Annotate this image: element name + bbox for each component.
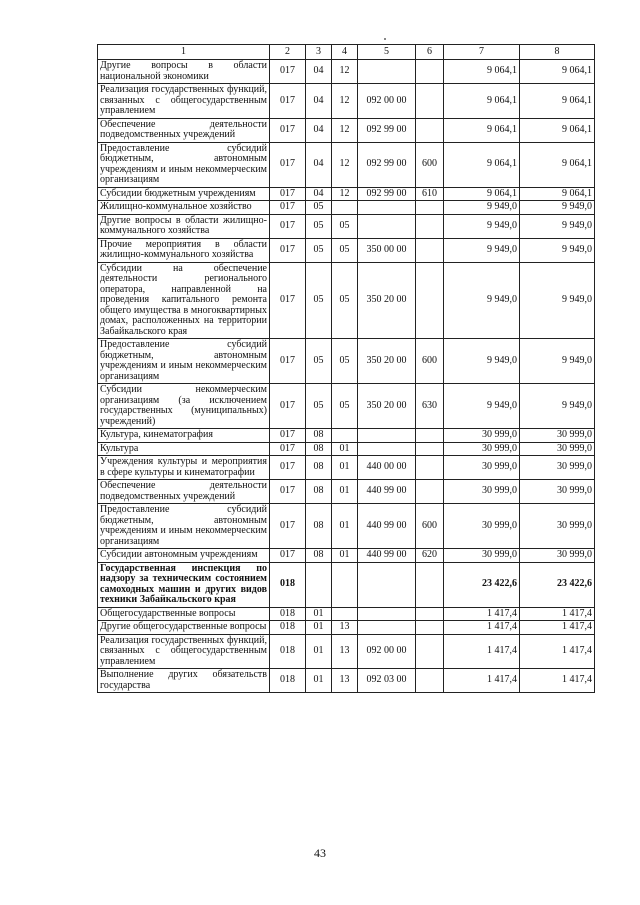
cell-ministry-code: 017 <box>270 429 306 443</box>
table-row <box>98 201 595 215</box>
cell-amount-2015: 9 949,0 <box>520 262 595 339</box>
cell-amount-2014: 30 999,0 <box>444 456 520 480</box>
cell-target-item: 350 20 00 <box>358 339 416 384</box>
cell-subsection: 13 <box>332 621 358 635</box>
cell-subsection: 01 <box>332 549 358 563</box>
cell-section: 04 <box>306 187 332 201</box>
cell-amount-2014: 1 417,4 <box>444 607 520 621</box>
cell-section: 05 <box>306 339 332 384</box>
cell-amount-2015: 1 417,4 <box>520 669 595 693</box>
table-row <box>98 262 595 339</box>
cell-ministry-code: 017 <box>270 60 306 84</box>
cell-amount-2015: 30 999,0 <box>520 429 595 443</box>
cell-section: 08 <box>306 442 332 456</box>
cell-amount-2014: 9 949,0 <box>444 201 520 215</box>
cell-section: 05 <box>306 214 332 238</box>
row-name: Другие общегосударственные вопросы <box>98 621 270 635</box>
cell-ministry-code: 017 <box>270 456 306 480</box>
cell-amount-2014: 9 949,0 <box>444 214 520 238</box>
table-row <box>98 142 595 187</box>
cell-ministry-code: 017 <box>270 339 306 384</box>
cell-ministry-code: 018 <box>270 562 306 607</box>
cell-target-item <box>358 429 416 443</box>
row-name: Обеспечение деятельности подведомственных учреждений <box>98 118 270 142</box>
cell-ministry-code: 018 <box>270 634 306 669</box>
cell-amount-2014: 30 999,0 <box>444 549 520 563</box>
cell-amount-2015: 1 417,4 <box>520 621 595 635</box>
row-name: Учреждения культуры и мероприятия в сфере культуры и кинематографии <box>98 456 270 480</box>
cell-subsection <box>332 607 358 621</box>
cell-expense-type <box>416 118 444 142</box>
row-name: Прочие мероприятия в области жилищно-коммунального хозяйства <box>98 238 270 262</box>
cell-amount-2015: 23 422,6 <box>520 562 595 607</box>
row-name: Обеспечение деятельности подведомственных учреждений <box>98 480 270 504</box>
cell-target-item: 350 20 00 <box>358 384 416 429</box>
cell-section: 04 <box>306 84 332 119</box>
cell-expense-type <box>416 480 444 504</box>
row-name: Предоставление субсидий бюджетным, автономным учреждениям и иным некоммерческим организациям <box>98 339 270 384</box>
cell-subsection: 12 <box>332 187 358 201</box>
cell-subsection: 13 <box>332 669 358 693</box>
cell-ministry-code: 017 <box>270 384 306 429</box>
cell-amount-2014: 9 949,0 <box>444 384 520 429</box>
cell-subsection: 05 <box>332 339 358 384</box>
table-row <box>98 607 595 621</box>
cell-amount-2014: 23 422,6 <box>444 562 520 607</box>
cell-amount-2014: 1 417,4 <box>444 669 520 693</box>
cell-amount-2015: 9 064,1 <box>520 84 595 119</box>
cell-ministry-code: 018 <box>270 669 306 693</box>
cell-subsection: 12 <box>332 84 358 119</box>
cell-expense-type <box>416 607 444 621</box>
cell-amount-2014: 9 064,1 <box>444 60 520 84</box>
row-name: Государственная инспекция по надзору за техническим состоянием самоходных машин и других видов техники Забайкальского края <box>98 562 270 607</box>
cell-expense-type <box>416 201 444 215</box>
cell-target-item: 440 99 00 <box>358 549 416 563</box>
cell-amount-2015: 1 417,4 <box>520 634 595 669</box>
cell-target-item <box>358 562 416 607</box>
cell-amount-2015: 30 999,0 <box>520 456 595 480</box>
row-name: Субсидии автономным учреждениям <box>98 549 270 563</box>
column-header: 3 <box>306 45 332 60</box>
cell-section: 01 <box>306 634 332 669</box>
cell-section: 08 <box>306 429 332 443</box>
cell-target-item: 440 99 00 <box>358 504 416 549</box>
cell-amount-2015: 9 064,1 <box>520 118 595 142</box>
cell-amount-2014: 30 999,0 <box>444 429 520 443</box>
row-name: Другие вопросы в области жилищно-коммунального хозяйства <box>98 214 270 238</box>
cell-subsection: 05 <box>332 262 358 339</box>
cell-subsection: 13 <box>332 634 358 669</box>
cell-ministry-code: 017 <box>270 442 306 456</box>
cell-target-item: 440 99 00 <box>358 480 416 504</box>
cell-section: 04 <box>306 142 332 187</box>
cell-section: 05 <box>306 262 332 339</box>
cell-amount-2014: 9 064,1 <box>444 118 520 142</box>
row-name: Предоставление субсидий бюджетным, автономным учреждениям и иным некоммерческим организациям <box>98 142 270 187</box>
cell-amount-2015: 1 417,4 <box>520 607 595 621</box>
cell-target-item: 092 00 00 <box>358 84 416 119</box>
cell-ministry-code: 017 <box>270 262 306 339</box>
cell-expense-type <box>416 238 444 262</box>
cell-expense-type <box>416 262 444 339</box>
cell-target-item <box>358 607 416 621</box>
cell-section: 04 <box>306 60 332 84</box>
cell-subsection: 05 <box>332 238 358 262</box>
cell-expense-type <box>416 214 444 238</box>
cell-expense-type: 600 <box>416 142 444 187</box>
cell-expense-type: 610 <box>416 187 444 201</box>
column-header: 1 <box>98 45 270 60</box>
cell-amount-2014: 1 417,4 <box>444 621 520 635</box>
cell-amount-2015: 9 949,0 <box>520 384 595 429</box>
cell-expense-type <box>416 634 444 669</box>
row-name: Субсидии на обеспечение деятельности регионального оператора, направленной на проведения капитального ремонта общего имущества в многоквартирных домах, расположенных на территории Забайкальского края <box>98 262 270 339</box>
row-name: Культура <box>98 442 270 456</box>
cell-target-item: 350 20 00 <box>358 262 416 339</box>
cell-target-item: 092 03 00 <box>358 669 416 693</box>
row-name: Общегосударственные вопросы <box>98 607 270 621</box>
cell-subsection: 12 <box>332 142 358 187</box>
cell-expense-type <box>416 562 444 607</box>
row-name: Жилищно-коммунальное хозяйство <box>98 201 270 215</box>
cell-ministry-code: 017 <box>270 214 306 238</box>
column-header: 6 <box>416 45 444 60</box>
cell-target-item <box>358 214 416 238</box>
cell-subsection: 05 <box>332 214 358 238</box>
cell-amount-2014: 1 417,4 <box>444 634 520 669</box>
cell-section <box>306 562 332 607</box>
cell-amount-2014: 9 064,1 <box>444 142 520 187</box>
cell-amount-2014: 30 999,0 <box>444 480 520 504</box>
cell-target-item: 092 99 00 <box>358 118 416 142</box>
cell-amount-2015: 9 949,0 <box>520 201 595 215</box>
column-header: 2 <box>270 45 306 60</box>
cell-amount-2015: 30 999,0 <box>520 480 595 504</box>
cell-section: 08 <box>306 480 332 504</box>
table-row <box>98 442 595 456</box>
cell-amount-2015: 30 999,0 <box>520 442 595 456</box>
table-row <box>98 480 595 504</box>
cell-expense-type: 600 <box>416 504 444 549</box>
row-name: Выполнение других обязательств государства <box>98 669 270 693</box>
scan-mark <box>384 38 386 40</box>
cell-expense-type: 620 <box>416 549 444 563</box>
cell-ministry-code: 017 <box>270 118 306 142</box>
cell-section: 08 <box>306 456 332 480</box>
cell-amount-2014: 9 949,0 <box>444 238 520 262</box>
cell-subsection <box>332 429 358 443</box>
table-row <box>98 456 595 480</box>
cell-section: 05 <box>306 201 332 215</box>
cell-ministry-code: 017 <box>270 480 306 504</box>
table-row <box>98 384 595 429</box>
cell-section: 08 <box>306 549 332 563</box>
cell-expense-type <box>416 669 444 693</box>
cell-section: 04 <box>306 118 332 142</box>
cell-ministry-code: 017 <box>270 238 306 262</box>
cell-target-item <box>358 201 416 215</box>
cell-target-item: 440 00 00 <box>358 456 416 480</box>
cell-amount-2014: 9 949,0 <box>444 262 520 339</box>
cell-subsection <box>332 201 358 215</box>
cell-amount-2015: 9 949,0 <box>520 238 595 262</box>
cell-amount-2015: 9 949,0 <box>520 339 595 384</box>
cell-expense-type <box>416 442 444 456</box>
table-row <box>98 621 595 635</box>
column-header: 7 <box>444 45 520 60</box>
table-row <box>98 84 595 119</box>
table-row <box>98 634 595 669</box>
row-name: Культура, кинематография <box>98 429 270 443</box>
cell-section: 05 <box>306 384 332 429</box>
cell-subsection: 05 <box>332 384 358 429</box>
cell-amount-2015: 9 064,1 <box>520 142 595 187</box>
cell-target-item <box>358 442 416 456</box>
cell-target-item: 092 99 00 <box>358 187 416 201</box>
cell-amount-2014: 9 064,1 <box>444 187 520 201</box>
cell-ministry-code: 018 <box>270 607 306 621</box>
cell-amount-2014: 9 949,0 <box>444 339 520 384</box>
cell-expense-type: 600 <box>416 339 444 384</box>
cell-amount-2015: 30 999,0 <box>520 549 595 563</box>
row-name: Реализация государственных функций, связанных с общегосударственным управлением <box>98 634 270 669</box>
row-name: Субсидии бюджетным учреждениям <box>98 187 270 201</box>
cell-subsection: 01 <box>332 480 358 504</box>
cell-target-item: 092 00 00 <box>358 634 416 669</box>
cell-subsection: 01 <box>332 456 358 480</box>
cell-section: 05 <box>306 238 332 262</box>
column-header: 4 <box>332 45 358 60</box>
table-row <box>98 187 595 201</box>
row-name: Предоставление субсидий бюджетным, автономным учреждениям и иным некоммерческим организациям <box>98 504 270 549</box>
cell-target-item <box>358 621 416 635</box>
cell-ministry-code: 018 <box>270 621 306 635</box>
cell-section: 01 <box>306 621 332 635</box>
cell-expense-type <box>416 60 444 84</box>
cell-target-item: 092 99 00 <box>358 142 416 187</box>
cell-ministry-code: 017 <box>270 84 306 119</box>
row-name: Реализация государственных функций, связанных с общегосударственным управлением <box>98 84 270 119</box>
table-row <box>98 118 595 142</box>
table-row <box>98 504 595 549</box>
cell-subsection: 01 <box>332 442 358 456</box>
table-row <box>98 339 595 384</box>
budget-table <box>97 44 595 693</box>
column-header: 5 <box>358 45 416 60</box>
cell-amount-2015: 9 064,1 <box>520 187 595 201</box>
page-number: 43 <box>314 846 326 860</box>
column-header: 8 <box>520 45 595 60</box>
cell-section: 01 <box>306 669 332 693</box>
cell-target-item <box>358 60 416 84</box>
table-row <box>98 60 595 84</box>
table-row <box>98 669 595 693</box>
table-row <box>98 562 595 607</box>
cell-amount-2015: 9 949,0 <box>520 214 595 238</box>
cell-amount-2014: 30 999,0 <box>444 442 520 456</box>
cell-subsection <box>332 562 358 607</box>
cell-expense-type <box>416 429 444 443</box>
cell-amount-2014: 9 064,1 <box>444 84 520 119</box>
cell-ministry-code: 017 <box>270 201 306 215</box>
table-row <box>98 238 595 262</box>
row-name: Субсидии некоммерческим организациям (за исключением государственных (муниципальных) учреждений) <box>98 384 270 429</box>
cell-section: 08 <box>306 504 332 549</box>
cell-ministry-code: 017 <box>270 549 306 563</box>
cell-ministry-code: 017 <box>270 142 306 187</box>
cell-target-item: 350 00 00 <box>358 238 416 262</box>
cell-expense-type <box>416 456 444 480</box>
table-header-row <box>98 45 595 60</box>
cell-subsection: 12 <box>332 118 358 142</box>
cell-expense-type <box>416 621 444 635</box>
cell-ministry-code: 017 <box>270 504 306 549</box>
cell-subsection: 01 <box>332 504 358 549</box>
table-row <box>98 214 595 238</box>
cell-subsection: 12 <box>332 60 358 84</box>
table-row <box>98 429 595 443</box>
cell-ministry-code: 017 <box>270 187 306 201</box>
cell-expense-type: 630 <box>416 384 444 429</box>
cell-section: 01 <box>306 607 332 621</box>
table-row <box>98 549 595 563</box>
cell-amount-2014: 30 999,0 <box>444 504 520 549</box>
cell-expense-type <box>416 84 444 119</box>
cell-amount-2015: 9 064,1 <box>520 60 595 84</box>
row-name: Другие вопросы в области национальной экономики <box>98 60 270 84</box>
cell-amount-2015: 30 999,0 <box>520 504 595 549</box>
